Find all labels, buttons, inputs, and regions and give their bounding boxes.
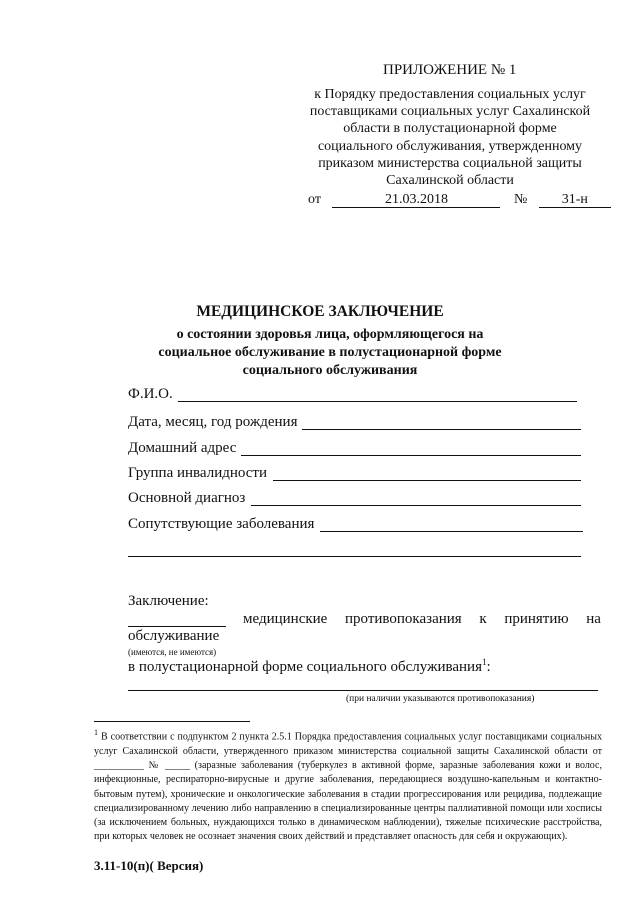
field-fio-label: Ф.И.О. [128,386,173,402]
hint-contraindications: (при наличии указываются противопоказания) [346,694,535,704]
field-diagnosis-line[interactable] [251,505,581,506]
conclusion-word: на [586,611,601,627]
conclusion-semi-stationary [128,657,491,676]
version-code: 3.11-10(п)( Версия) [94,858,204,873]
subtitle-line: социальное обслуживание в полустационарной форме [158,345,502,360]
footnote-text: В соответствии с подпунктом 2 пункта 2.5.1 Порядка предоставления социальных услуг поставщиками социальных услуг Сахалинской области, утвержденного приказом министерства социальной защиты Сахалинской области от __________ № _____ (заразные заболевания (туберкулез в активной форме, заразные заболевания кожи и волос, инфекционные, респираторно-вирусные и другие заболевания, передающиеся воздушно-капельным и контактно-бытовым путем), хронические и онкологические заболевания в стадии прогрессирования или рецидива, подлежащие специализированному лечению либо направлению в специализированные центры паллиативной помощи или хосписы (за исключением больных, нуждающихся только в динамическом наблюдении), тяжелые психические расстройства, при которых человек не осознает значения своих действий и представляет опасность для себя и окружающих). [94,731,602,843]
order-date: 21.03.2018 [332,192,500,208]
field-birthdate-label: Дата, месяц, год рождения [128,414,298,430]
contraindications-line[interactable] [128,690,598,691]
appendix-line: области в полустационарной форме [343,121,557,137]
field-comorbidities-line-2[interactable] [128,556,581,557]
field-address-label: Домашний адрес [128,440,237,456]
conclusion-sentence [243,611,601,628]
field-fio-line[interactable] [178,401,577,402]
field-disability-label: Группа инвалидности [128,465,268,481]
field-birthdate-line[interactable] [302,429,581,430]
footnote-divider [94,721,250,722]
conclusion-word: медицинские [243,611,328,627]
conclusion-word: противопоказания [345,611,462,627]
footnote [94,726,602,845]
conclusion-label: Заключение: [128,593,209,609]
conclusion-service-word: обслуживание [128,628,220,644]
number-prefix: № [513,192,528,207]
semi-colon: : [486,659,491,675]
field-comorbidities-line[interactable] [320,531,583,532]
hint-have: (имеются, не имеются) [128,647,217,657]
semi-text: в полустационарной форме социального обслуживания [128,659,482,675]
appendix-line: поставщиками социальных услуг Сахалинской [309,104,591,120]
date-prefix: от [308,192,321,207]
appendix-line: приказом министерства социальной защиты [318,155,582,171]
appendix-title: ПРИЛОЖЕНИЕ № 1 [383,62,517,78]
conclusion-blank[interactable] [128,626,226,627]
document-subtitle [140,326,520,380]
footnote-number: 1 [94,728,98,737]
field-disability-line[interactable] [273,480,581,481]
appendix-reference [290,86,610,189]
field-comorbidities-label: Сопутствующие заболевания [128,516,315,532]
field-address-line[interactable] [241,455,581,456]
appendix-line: социального обслуживания, утвержденному [317,138,583,154]
conclusion-word: принятию [504,611,569,627]
field-diagnosis-label: Основной диагноз [128,490,246,506]
order-number: 31-н [539,192,611,208]
document-title: МЕДИЦИНСКОЕ ЗАКЛЮЧЕНИЕ [196,303,444,320]
order-date-number [308,192,611,208]
subtitle-line: социального обслуживания [242,363,418,378]
appendix-line: Сахалинской области [386,173,514,189]
conclusion-word: к [479,611,487,627]
subtitle-line: о состоянии здоровья лица, оформляющегося на [176,327,484,342]
footnote-ref: 1 [482,657,487,667]
appendix-line: к Порядку предоставления социальных услуг [314,87,586,102]
